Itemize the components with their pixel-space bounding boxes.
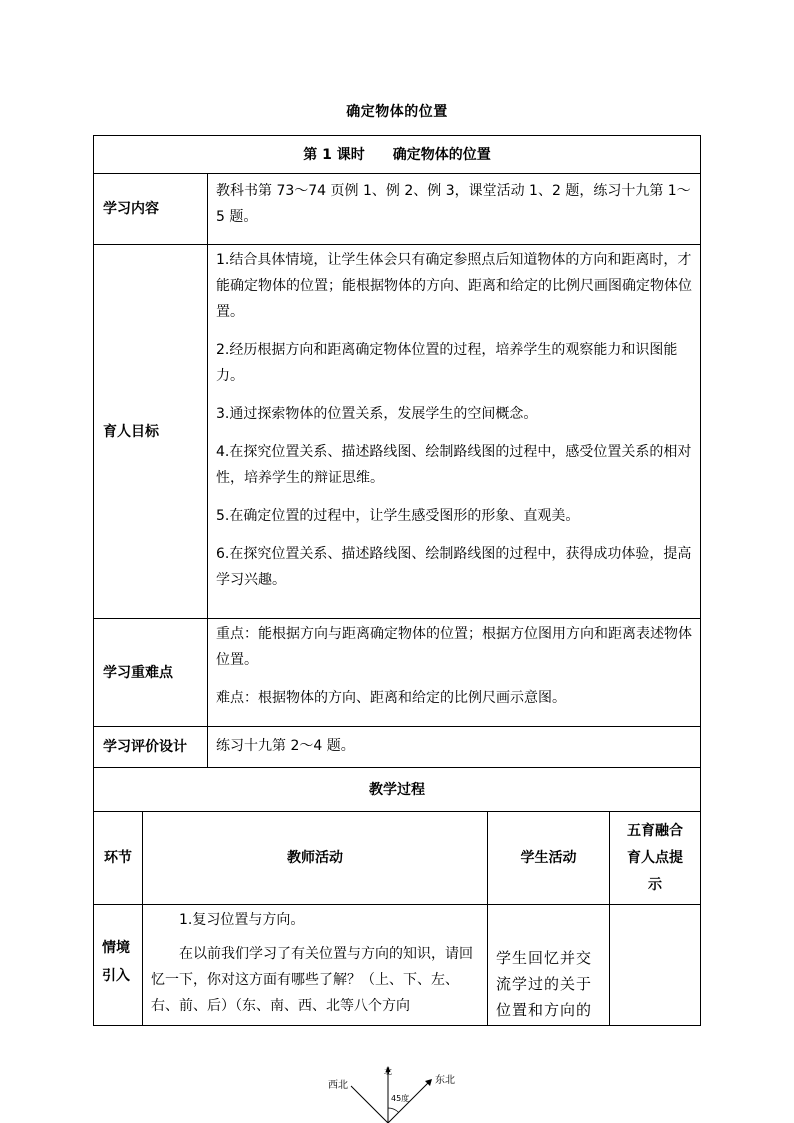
goal-item: 6.在探究位置关系、描述路线图、绘制路线图的过程中，获得成功体验，提高学习兴趣。 [216, 546, 692, 588]
col-teacher-header: 教师活动 [143, 812, 488, 905]
key-point: 重点：能根据方向与距离确定物体的位置；根据方位图用方向和距离表述物体位置。 [216, 626, 692, 668]
angle-arc [388, 1108, 399, 1112]
col-student-header: 学生活动 [488, 812, 610, 905]
northwest-label: 西北 [328, 1080, 348, 1091]
process-heading: 教学过程 [94, 768, 701, 812]
assessment-label: 学习评价设计 [94, 727, 208, 768]
goal-item: 4.在探究位置关系、描述路线图、绘制路线图的过程中，感受位置关系的相对性，培养学生的辩证思维。 [216, 444, 692, 486]
north-label: 北 [384, 1067, 392, 1076]
key-points-text [208, 619, 701, 727]
teacher-activity-cell [143, 905, 488, 1026]
fusion-cell [610, 905, 701, 1026]
difficult-point: 难点：根据物体的方向、距离和给定的比例尺画示意图。 [216, 690, 566, 706]
stage-label: 情境引入 [102, 940, 130, 984]
goal-item: 2.经历根据方向和距离确定物体位置的过程，培养学生的观察能力和识图能力。 [216, 342, 678, 384]
assessment-text: 练习十九第 2～4 题。 [208, 727, 701, 768]
goal-item: 3.通过探索物体的位置关系，发展学生的空间概念。 [216, 406, 538, 422]
goal-item: 5.在确定位置的过程中，让学生感受图形的形象、直观美。 [216, 508, 580, 524]
lesson-title: 第 1 课时 确定物体的位置 [94, 136, 701, 174]
angle-label: 45度 [391, 1094, 410, 1103]
lesson-table [93, 135, 701, 1026]
northeast-label: 东北 [435, 1075, 455, 1086]
goal-item: 1.结合具体情境，让学生体会只有确定参照点后知道物体的方向和距离时，才能确定物体的位置；能根据物体的方向、距离和给定的比例尺画图确定物体位置。 [216, 252, 692, 320]
content-label: 学习内容 [94, 174, 208, 245]
col-fusion-header: 五育融合育人点提示 [610, 812, 701, 905]
student-activity-cell [488, 905, 610, 1026]
content-text: 教科书第 73～74 页例 1、例 2、例 3，课堂活动 1、2 题，练习十九第 1～5 题。 [208, 174, 701, 245]
teacher-item: 1.复习位置与方向。 [179, 912, 305, 928]
student-text: 学生回忆并交流学过的关于位置和方向的 [496, 949, 593, 1019]
northwest-line [351, 1086, 388, 1123]
goals-list [208, 245, 701, 619]
stage-cell [94, 905, 143, 1026]
teacher-text: 在以前我们学习了有关位置与方向的知识，请回忆一下，你对这方面有哪些了解？（上、下、左、右、前、后）（东、南、西、北等八个方向 [151, 946, 473, 1014]
document-title: 确定物体的位置 [346, 104, 448, 120]
key-points-label: 学习重难点 [94, 619, 208, 727]
compass-diagram [318, 1064, 478, 1123]
col-stage-header: 环节 [94, 812, 143, 905]
goals-label: 育人目标 [94, 245, 208, 619]
